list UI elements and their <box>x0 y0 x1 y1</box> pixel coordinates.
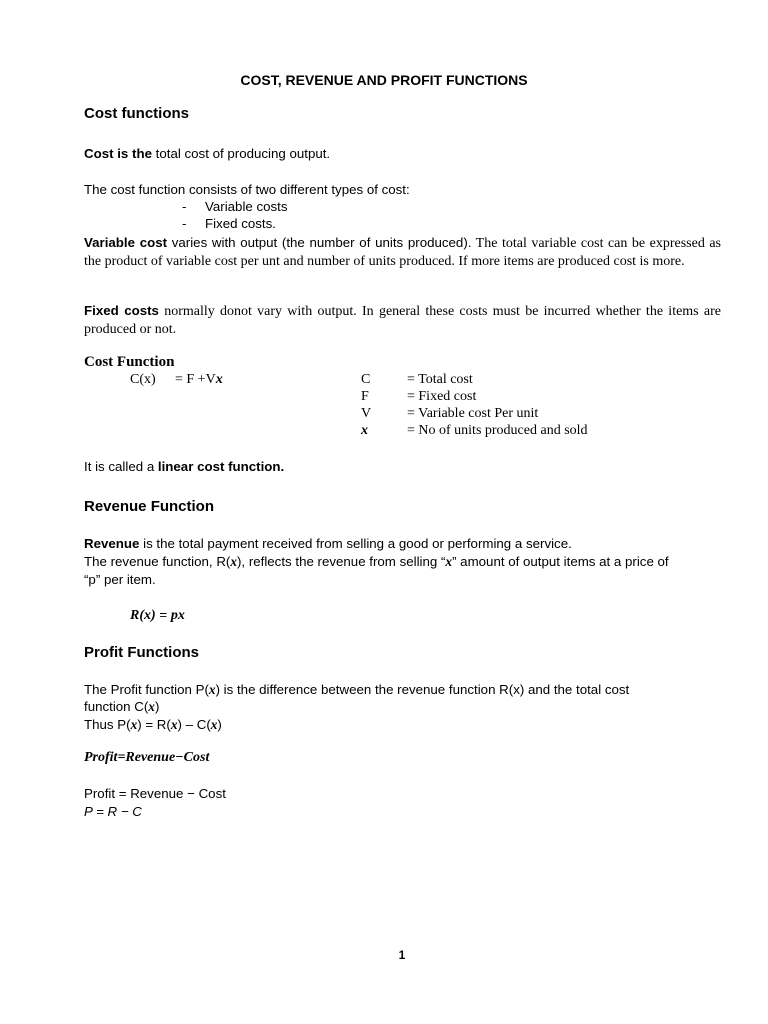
cost-type-fixed: Fixed costs. <box>205 216 276 231</box>
cost-type-dash: - <box>182 216 187 231</box>
page-number: 1 <box>398 948 406 962</box>
revenue-formula-rhs: px <box>170 608 185 623</box>
legend-description: = Fixed cost <box>407 389 477 404</box>
profit-var: x <box>130 717 138 732</box>
revenue-formula-lhs: R(x) <box>130 608 156 623</box>
profit-var: x <box>148 699 155 714</box>
variable-cost-detail: The total variable cost can be expressed as the product of variable cost per unt and number of units produced. If more items are produced cost is more. <box>84 236 721 269</box>
revenue-definition-rest: is the total payment received from selling a good or performing a service. <box>139 536 572 551</box>
legend-symbol: C <box>361 372 371 387</box>
legend-description: = Variable cost Per unit <box>407 406 539 421</box>
cost-function-lhs: C(x) <box>130 372 156 387</box>
linear-cost-term: linear cost function. <box>157 459 285 474</box>
revenue-line-text: The revenue function, R( <box>84 554 231 569</box>
fixed-cost-term: Fixed costs <box>84 303 159 318</box>
profit-line-text: ) <box>154 699 160 714</box>
profit-short-formula: P = R − C <box>84 804 142 819</box>
legend-description: = Total cost <box>407 372 473 387</box>
profit-plain-formula: Profit = Revenue − Cost <box>84 786 226 801</box>
cost-type-dash: - <box>182 199 187 214</box>
revenue-formula-eq: = <box>155 607 171 622</box>
revenue-definition <box>84 536 572 551</box>
cost-type-variable: Variable costs <box>205 199 288 214</box>
cost-types-intro: The cost function consists of two different types of cost: <box>84 182 410 197</box>
revenue-formula <box>130 607 185 624</box>
fixed-cost-detail: normally donot vary with output. In general these costs must be incurred whether the items are produced or not. <box>84 304 721 337</box>
variable-cost-def: varies with output (the number of units produced). <box>167 235 472 250</box>
revenue-price-line: “p” per item. <box>84 572 156 587</box>
revenue-term: Revenue <box>84 536 140 551</box>
cost-function-rhs <box>175 372 223 388</box>
profit-var: x <box>210 717 218 732</box>
profit-line-text: The Profit function P( <box>84 682 209 697</box>
cost-function-heading: Cost Function <box>84 354 175 370</box>
revenue-function-heading: Revenue Function <box>84 498 215 515</box>
revenue-function-line <box>84 554 669 570</box>
profit-var: x <box>170 717 178 732</box>
profit-line-text: ) – C( <box>177 717 211 732</box>
linear-cost-note <box>84 459 284 474</box>
profit-functions-heading: Profit Functions <box>84 644 199 661</box>
revenue-var: x <box>445 554 453 569</box>
profit-definition-line2 <box>84 699 159 715</box>
profit-line-text: ) is the difference between the revenue function R(x) and the total cost <box>215 682 630 697</box>
legend-symbol: V <box>361 406 372 421</box>
profit-thus-line <box>84 717 222 733</box>
cost-definition-bold: Cost is the <box>84 146 152 161</box>
profit-var: x <box>208 682 216 697</box>
cost-definition <box>84 146 330 161</box>
legend-description: = No of units produced and sold <box>407 423 588 438</box>
revenue-var: x <box>230 554 237 569</box>
profit-line-text: ) <box>217 717 222 732</box>
variable-cost-term: Variable cost <box>84 235 168 250</box>
profit-definition-line1 <box>84 682 629 698</box>
profit-line-text: Thus P( <box>84 717 131 732</box>
page-title: COST, REVENUE AND PROFIT FUNCTIONS <box>240 72 528 88</box>
cost-function-var: x <box>215 372 223 387</box>
revenue-line-text: ), reflects the revenue from selling “ <box>237 554 446 569</box>
cost-function-rhs-prefix: = F +V <box>175 372 216 387</box>
fixed-cost-paragraph <box>84 302 721 338</box>
cost-definition-rest: total cost of producing output. <box>151 146 331 161</box>
legend-symbol: F <box>361 389 369 404</box>
profit-line-text: function C( <box>84 699 149 714</box>
linear-cost-prefix: It is called a <box>84 459 158 474</box>
variable-cost-paragraph <box>84 234 721 270</box>
profit-line-text: ) = R( <box>137 717 171 732</box>
legend-symbol: x <box>361 423 368 438</box>
profit-italic-formula: Profit=Revenue−Cost <box>84 750 210 765</box>
revenue-line-text: ” amount of output items at a price of <box>452 554 669 569</box>
cost-functions-heading: Cost functions <box>84 105 189 122</box>
